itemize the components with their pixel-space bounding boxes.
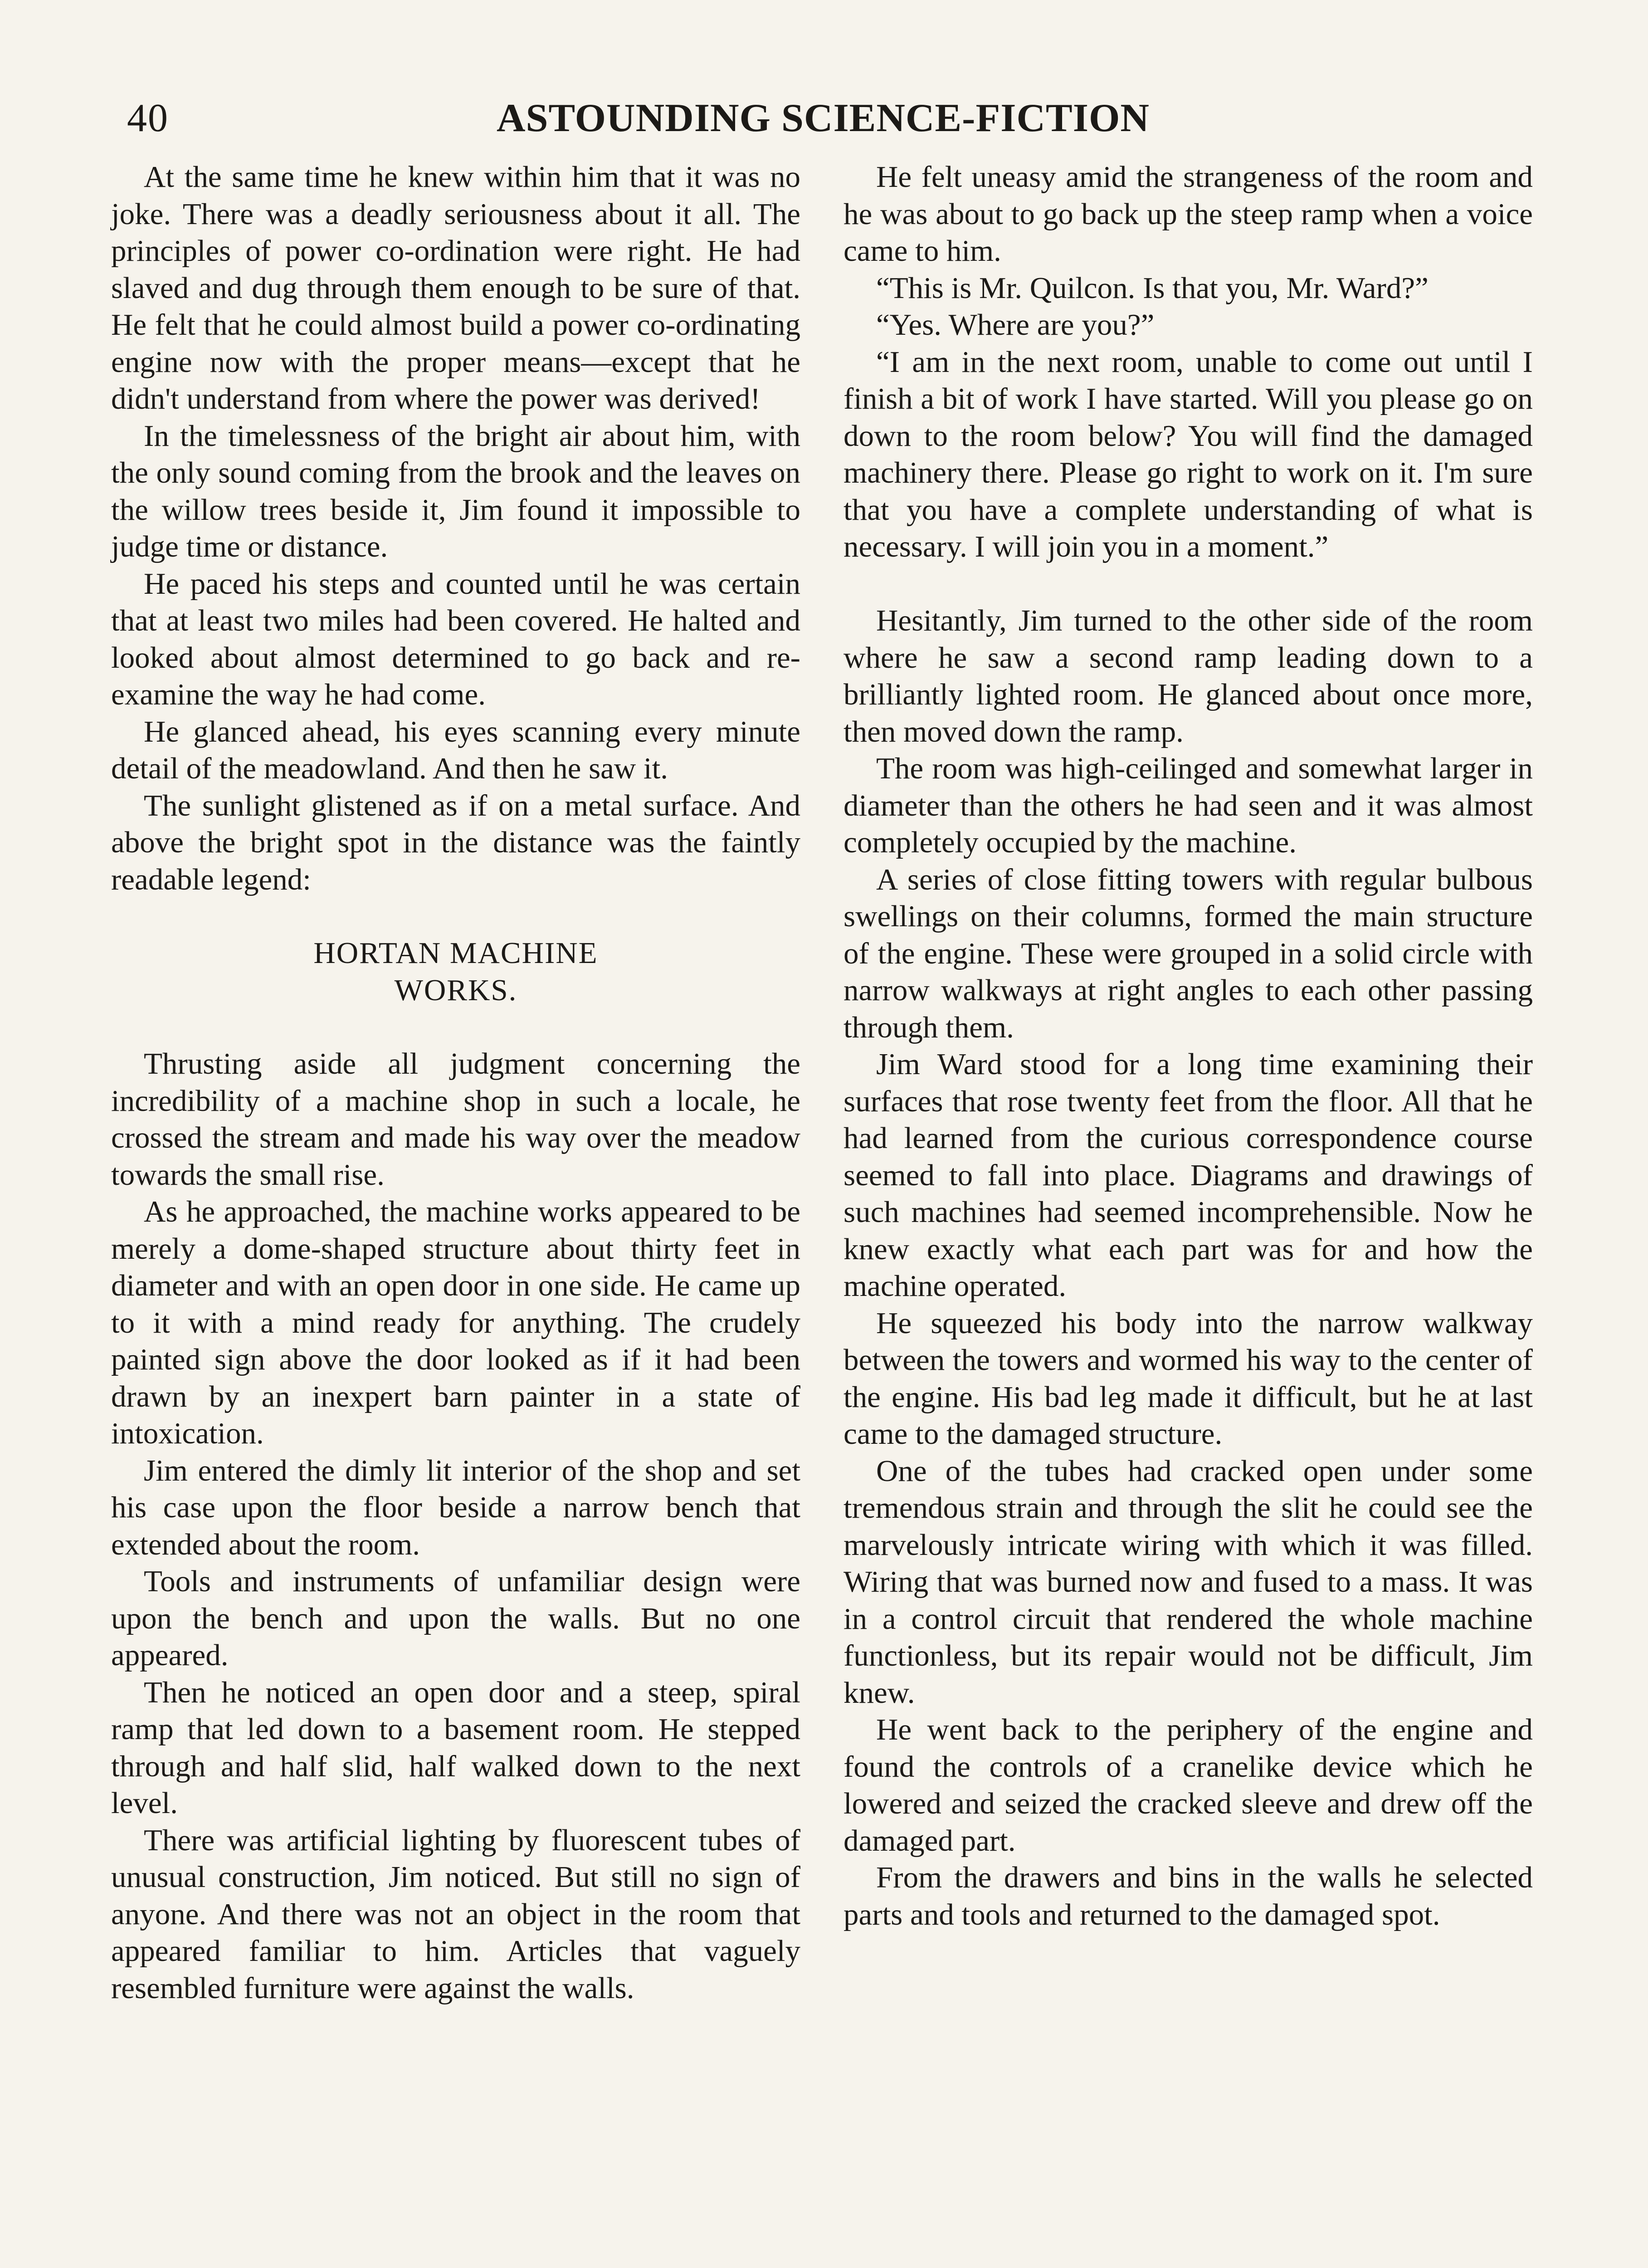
paragraph: He glanced ahead, his eyes scanning every minute detail of the meadowland. And then he saw it. — [111, 714, 800, 785]
sign-legend-line: WORKS. — [394, 973, 517, 1007]
page-number: 40 — [127, 96, 169, 140]
paragraph: He paced his steps and counted until he was certain that at least two miles had been covered. He halted and looked about almost determined to go back and re-examine the way he had come. — [111, 567, 800, 711]
paragraph: He felt uneasy amid the strangeness of the room and he was about to go back up the steep ramp when a voice came to him. — [844, 160, 1533, 268]
paragraph: “This is Mr. Quilcon. Is that you, Mr. Ward?” — [876, 271, 1429, 305]
paragraph: A series of close fitting towers with regular bulbous swellings on their columns, formed the main structure of the engine. These were grouped in a solid circle with narrow walkways at right angles to each other passing through them. — [844, 862, 1533, 1044]
paragraph: Jim entered the dimly lit interior of the shop and set his case upon the floor beside a narrow bench that extended about the room. — [111, 1453, 800, 1561]
paragraph: There was artificial lighting by fluorescent tubes of unusual construction, Jim noticed. But still no sign of anyone. And there was not an object in the room that appeared familiar to him. Articles that vaguely resembled furniture were against the walls. — [111, 1823, 800, 2005]
paragraph: Hesitantly, Jim turned to the other side of the room where he saw a second ramp leading down to a brilliantly lighted room. He glanced about once more, then moved down the ramp. — [844, 604, 1533, 748]
left-column — [111, 159, 800, 2007]
paragraph: As he approached, the machine works appeared to be merely a dome-shaped structure about thirty feet in diameter and with an open door in one side. He came up to it with a mind ready for anything. The crudely painted sign above the door looked as if it had been drawn by an inexpert barn painter in a state of intoxication. — [111, 1195, 800, 1450]
paragraph: “I am in the next room, unable to come out until I finish a bit of work I have started. Will you please go on down to the room below? You will find the damaged machinery there. Please go right to work on it. I'm sure that you have a complete understanding of what is necessary. I will join you in a moment.” — [844, 345, 1533, 563]
page-header — [113, 91, 1533, 154]
paragraph: From the drawers and bins in the walls he selected parts and tools and returned to the damaged spot. — [844, 1861, 1533, 1931]
paragraph: He went back to the periphery of the engine and found the controls of a cranelike device which he lowered and seized the cracked sleeve and drew off the damaged part. — [844, 1713, 1533, 1857]
paragraph: Then he noticed an open door and a steep, spiral ramp that led down to a basement room. He stepped through and half slid, half walked down to the next level. — [111, 1675, 800, 1820]
section-break — [844, 566, 1533, 603]
sign-legend-line: HORTAN MACHINE — [313, 936, 598, 970]
paragraph: At the same time he knew within him that it was no joke. There was a deadly seriousness about it all. The principles of power co-ordination were right. He had slaved and dug through them enough to be sure of that. He felt that he could almost build a power co-ordinating engine now with the proper means—except that he didn't understand from where the power was derived! — [111, 160, 800, 415]
paragraph: “Yes. Where are you?” — [876, 308, 1155, 342]
right-column — [844, 159, 1533, 1933]
paragraph: The room was high-ceilinged and somewhat larger in diameter than the others he had seen and it was almost completely occupied by the machine. — [844, 752, 1533, 859]
paragraph: One of the tubes had cracked open under some tremendous strain and through the slit he could see the marvelously intricate wiring with which it was filled. Wiring that was burned now and fused to a mass. It was in a control circuit that rendered the whole machine functionless, but its repair would not be difficult, Jim knew. — [844, 1454, 1533, 1710]
paragraph: In the timelessness of the bright air about him, with the only sound coming from the brook and the leaves on the willow trees beside it, Jim found it impossible to judge time or distance. — [111, 419, 800, 563]
paragraph: Tools and instruments of unfamiliar design were upon the bench and upon the walls. But no one appeared. — [111, 1564, 800, 1672]
paragraph: The sunlight glistened as if on a metal surface. And above the bright spot in the distance was the faintly readable legend: — [111, 788, 800, 896]
running-head: ASTOUNDING SCIENCE-FICTION — [497, 96, 1150, 140]
sign-legend — [111, 935, 800, 1009]
paragraph: Thrusting aside all judgment concerning the incredibility of a machine shop in such a locale, he crossed the stream and made his way over the meadow towards the small rise. — [111, 1047, 800, 1192]
paragraph: Jim Ward stood for a long time examining their surfaces that rose twenty feet from the floor. All that he had learned from the curious correspondence course seemed to fall into place. Diagrams and drawings of such machines had seemed incomprehensible. Now he knew exactly what each part was for and how the machine operated. — [844, 1047, 1533, 1303]
paragraph: He squeezed his body into the narrow walkway between the towers and wormed his way to the center of the engine. His bad leg made it difficult, but he at last came to the damaged structure. — [844, 1306, 1533, 1451]
